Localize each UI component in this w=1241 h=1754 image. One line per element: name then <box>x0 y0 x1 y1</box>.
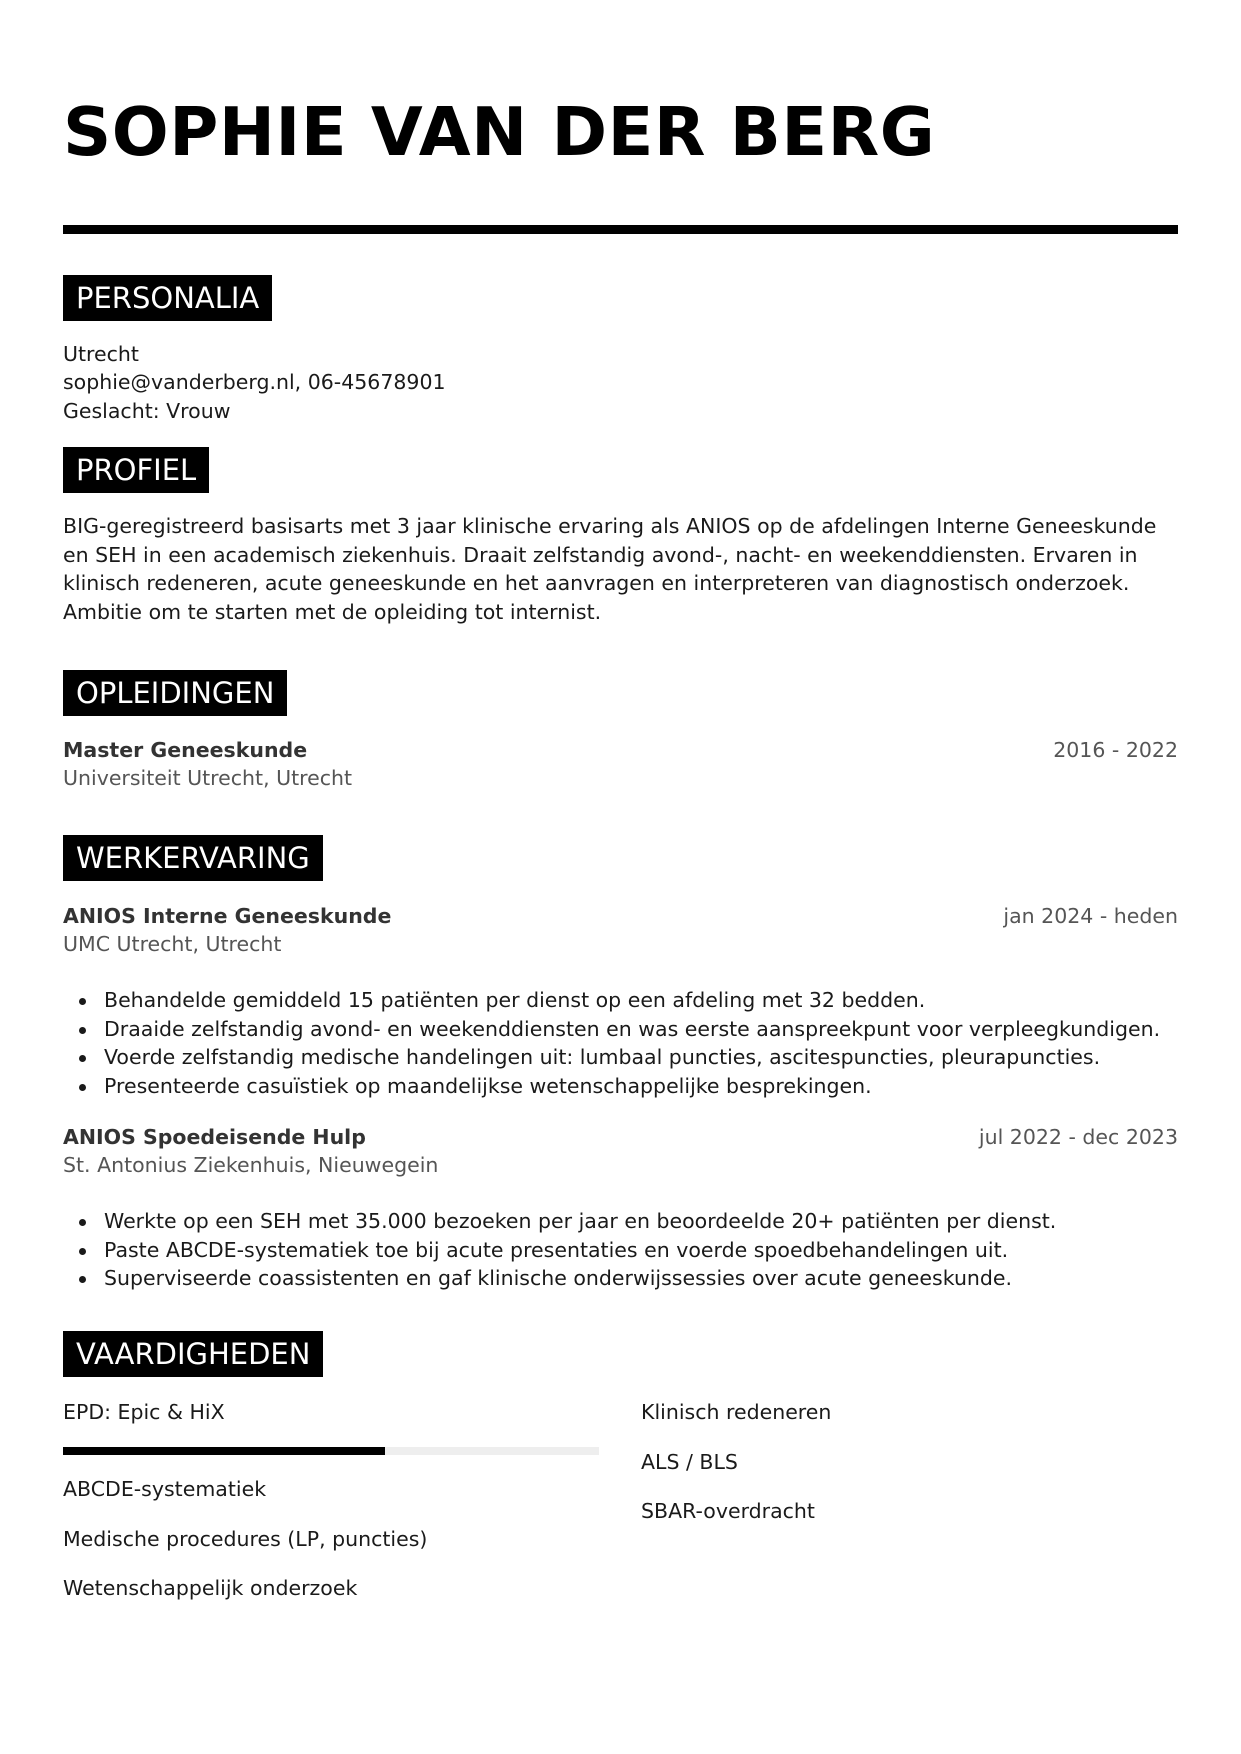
job-bullet-list <box>63 1207 1056 1293</box>
bullet-icon <box>79 1248 86 1255</box>
skill-label: Medische procedures (LP, puncties) <box>63 1527 428 1551</box>
profiel-line: Ambitie om te starten met de opleiding tot internist. <box>63 599 602 624</box>
list-item <box>63 986 1160 1015</box>
bullet-icon <box>79 1276 86 1283</box>
education-period: 2016 - 2022 <box>1053 738 1178 762</box>
profiel-line: klinisch redeneren, acute geneeskunde en het aanvragen en interpreteren van diagnostisch onderzoek. <box>63 571 1130 595</box>
skill-label: SBAR-overdracht <box>641 1499 815 1523</box>
personalia-contact: sophie@vanderberg.nl, 06-45678901 <box>63 370 446 394</box>
job-employer: UMC Utrecht, Utrecht <box>63 932 282 956</box>
bullet-text: Draaide zelfstandig avond- en weekenddiensten en was eerste aanspreekpunt voor verpleegkundigen. <box>104 1016 1161 1041</box>
skill-label: ALS / BLS <box>641 1450 738 1474</box>
personalia-gender: Geslacht: Vrouw <box>63 399 231 423</box>
profiel-line: en SEH in een academisch ziekenhuis. Draait zelfstandig avond-, nacht- en weekenddiensten. Ervaren in <box>63 542 1138 567</box>
job-title: ANIOS Spoedeisende Hulp <box>63 1125 366 1149</box>
header-divider <box>63 225 1178 234</box>
section-heading-werkervaring: WERKERVARING <box>63 835 323 881</box>
list-item <box>63 1264 1056 1293</box>
bullet-icon <box>79 998 86 1005</box>
education-title: Master Geneeskunde <box>63 738 308 762</box>
bullet-text: Voerde zelfstandig medische handelingen uit: lumbaal puncties, ascitespuncties, pleurapuncties. <box>104 1045 1101 1069</box>
job-period: jan 2024 - heden <box>1003 904 1178 928</box>
bullet-text: Werkte op een SEH met 35.000 bezoeken per jaar en beoordeelde 20+ patiënten per dienst. <box>104 1209 1057 1233</box>
profiel-summary <box>63 512 1178 626</box>
bullet-text: Paste ABCDE-systematiek toe bij acute presentaties en voerde spoedbehandelingen uit. <box>104 1237 1009 1262</box>
bullet-text: Superviseerde coassistenten en gaf klinische onderwijssessies over acute geneeskunde. <box>104 1266 1013 1290</box>
list-item <box>63 1236 1056 1265</box>
skill-label: ABCDE-systematiek <box>63 1477 267 1501</box>
skill-label: Klinisch redeneren <box>641 1400 832 1424</box>
section-heading-vaardigheden: VAARDIGHEDEN <box>63 1331 323 1377</box>
list-item <box>63 1015 1160 1044</box>
bullet-icon <box>79 1219 86 1226</box>
skill-label: Wetenschappelijk onderzoek <box>63 1576 358 1600</box>
section-heading-personalia: PERSONALIA <box>63 275 272 321</box>
skill-level-fill <box>63 1447 385 1455</box>
education-institution: Universiteit Utrecht, Utrecht <box>63 766 353 790</box>
job-period: jul 2022 - dec 2023 <box>978 1125 1178 1149</box>
job-employer: St. Antonius Ziekenhuis, Nieuwegein <box>63 1153 439 1177</box>
section-heading-profiel: PROFIEL <box>63 447 209 493</box>
bullet-text: Presenteerde casuïstiek op maandelijkse wetenschappelijke besprekingen. <box>104 1073 872 1098</box>
section-heading-opleidingen: OPLEIDINGEN <box>63 670 287 716</box>
bullet-icon <box>79 1084 86 1091</box>
skill-level-bar <box>63 1447 599 1455</box>
job-title: ANIOS Interne Geneeskunde <box>63 904 392 928</box>
list-item <box>63 1072 1160 1101</box>
bullet-icon <box>79 1055 86 1062</box>
profiel-line: BIG-geregistreerd basisarts met 3 jaar klinische ervaring als ANIOS op de afdelingen Interne Geneeskunde <box>63 514 1157 538</box>
candidate-name: SOPHIE VAN DER BERG <box>63 93 936 171</box>
personalia-city: Utrecht <box>63 342 139 366</box>
bullet-text: Behandelde gemiddeld 15 patiënten per dienst op een afdeling met 32 bedden. <box>104 988 926 1012</box>
job-bullet-list <box>63 986 1160 1100</box>
list-item <box>63 1207 1056 1236</box>
list-item <box>63 1043 1160 1072</box>
bullet-icon <box>79 1027 86 1034</box>
skill-label: EPD: Epic & HiX <box>63 1400 225 1424</box>
